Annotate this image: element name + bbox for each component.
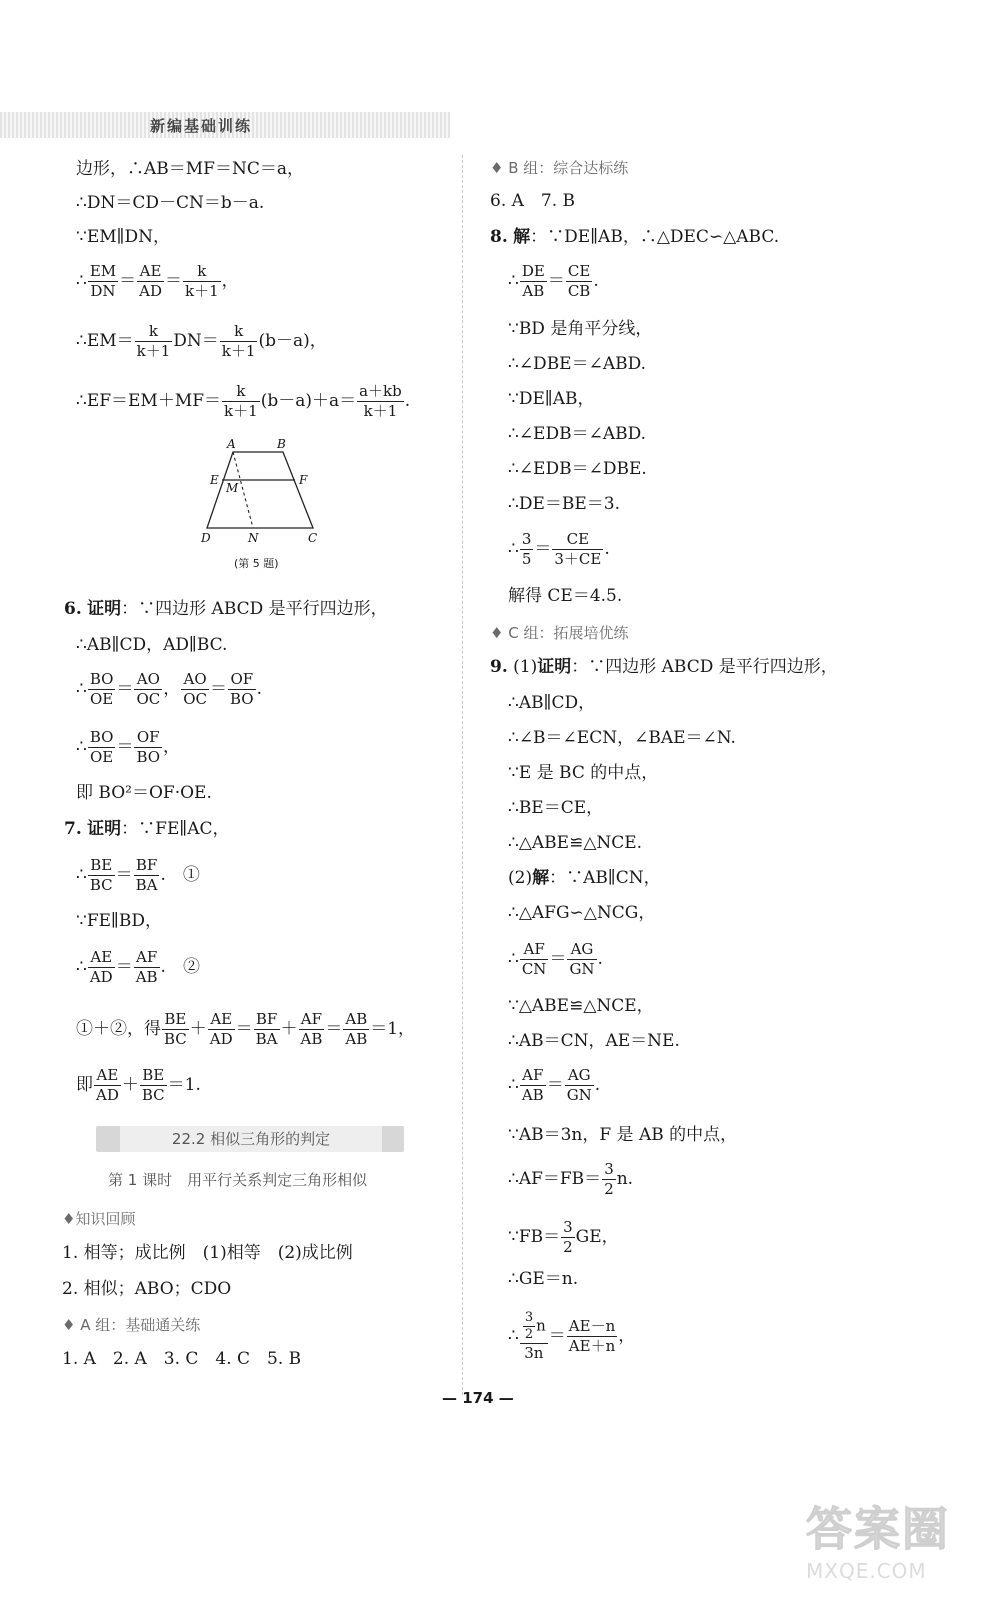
fraction: $\frac{AE}{AD}$ bbox=[139, 262, 162, 300]
fraction: $\frac{3}{2}$ bbox=[524, 1310, 534, 1342]
fraction: $\frac{3}{2}$ n 3n bbox=[520, 1310, 548, 1363]
q8-line-4: ∴∠DBE＝∠ABD. bbox=[508, 354, 647, 374]
fraction: $\frac{BO}{OE}$ bbox=[89, 728, 114, 766]
fraction: $\frac{BE}{BC}$ bbox=[164, 1010, 187, 1048]
q5-line-4: ∴ $\frac{EM}{DN}$ ＝ $\frac{AE}{AD}$ ＝ $\frac{k}{k+1}$ ， bbox=[76, 262, 239, 300]
q7-line-2: ∴ $\frac{BE}{BC}$ ＝ $\frac{BF}{BA}$ . ① bbox=[76, 856, 200, 894]
q9-line-9: ∴ $\frac{AF}{CN}$ ＝ $\frac{AG}{GN}$ . bbox=[508, 940, 603, 978]
q5-line-6: ∴EF＝EM＋MF＝ $\frac{k}{k+1}$ (b－a)＋a＝ $\frac{a+kb}{k+1}$ . bbox=[76, 382, 411, 420]
q8-line-5: ∵DE∥AB， bbox=[508, 389, 595, 409]
q6-line-5: 即 BO²＝OF·OE. bbox=[76, 783, 212, 803]
fraction: $\frac{AG}{GN}$ bbox=[566, 1066, 592, 1104]
q9-line-15: ∵FB＝ $\frac{3}{2}$ GE， bbox=[508, 1218, 619, 1256]
section-group-b: ♦ B 组：综合达标练 bbox=[490, 159, 629, 177]
figure-caption: (第 5 题) bbox=[234, 557, 279, 570]
q8-line-8: ∴DE＝BE＝3. bbox=[508, 494, 620, 514]
q9-line-12: ∴ $\frac{AF}{AB}$ ＝ $\frac{AG}{GN}$ . bbox=[508, 1066, 601, 1104]
watermark bbox=[806, 1493, 950, 1583]
q5-line-5: ∴EM＝ $\frac{k}{k+1}$ DN＝ $\frac{k}{k+1}$ (b－a)， bbox=[76, 322, 327, 360]
q9-line-14: ∴AF＝FB＝ $\frac{3}{2}$ n. bbox=[508, 1160, 634, 1198]
q8-line-10: 解得 CE＝4.5. bbox=[508, 586, 623, 606]
fraction: $\frac{AE-n}{AE+n}$ bbox=[568, 1317, 616, 1355]
q8-line-2: ∴ $\frac{DE}{AB}$ ＝ $\frac{CE}{CB}$ . bbox=[508, 262, 599, 300]
q9-line-4: ∵E 是 BC 的中点， bbox=[508, 763, 659, 783]
q9-line-16: ∴GE＝n. bbox=[508, 1269, 579, 1289]
q5-line-2: ∴DN＝CD－CN＝b－a. bbox=[76, 193, 265, 213]
column-divider bbox=[462, 155, 463, 1395]
fraction: $\frac{AF}{AB}$ bbox=[300, 1010, 323, 1048]
fraction: $\frac{OF}{BO}$ bbox=[136, 728, 161, 766]
review-answer-2: 2. 相似；ABO；CDO bbox=[62, 1279, 232, 1299]
label-m: M bbox=[226, 481, 239, 495]
q8-line-3: ∵BD 是角平分线， bbox=[508, 319, 653, 339]
fraction: $\frac{BE}{BC}$ bbox=[89, 856, 113, 894]
fraction: $\frac{3}{2}$ bbox=[563, 1218, 573, 1256]
fraction: $\frac{AB}{AB}$ bbox=[345, 1010, 368, 1048]
label-e: E bbox=[210, 473, 219, 487]
group-a-answers: 1. A 2. A 3. C 4. C 5. B bbox=[62, 1349, 302, 1369]
fraction: $\frac{k}{k+1}$ bbox=[136, 322, 171, 360]
q9-line-1: 9. (1)证明：∵四边形 ABCD 是平行四边形， bbox=[490, 657, 838, 677]
q6-line-1: 6. 证明：∵四边形 ABCD 是平行四边形， bbox=[64, 599, 388, 619]
watermark-logo: 答案圈 bbox=[806, 1502, 950, 1556]
q7-line-5: ①＋②，得 $\frac{BE}{BC}$ ＋ $\frac{AE}{AD}$ ＝ $\frac{BF}{BA}$ ＋ $\frac{AF}{AB}$ ＝ $\frac{AB}{AB}$ ＝1， bbox=[76, 1010, 416, 1048]
fraction: $\frac{AE}{AD}$ bbox=[96, 1066, 119, 1104]
fraction: $\frac{BE}{BC}$ bbox=[141, 1066, 165, 1104]
q7-line-4: ∴ $\frac{AE}{AD}$ ＝ $\frac{AF}{AB}$ . ② bbox=[76, 948, 200, 986]
q5-line-3: ∵EM∥DN， bbox=[76, 227, 170, 247]
q9-line-7: (2)解：∵AB∥CN， bbox=[508, 868, 661, 888]
q7-line-3: ∵FE∥BD， bbox=[76, 911, 162, 931]
page-number: — 174 — bbox=[442, 1389, 514, 1407]
q9-line-3: ∴∠B＝∠ECN，∠BAE＝∠N. bbox=[508, 728, 736, 748]
section-review: ♦知识回顾 bbox=[62, 1210, 136, 1228]
fraction: $\frac{3}{5}$ bbox=[521, 530, 532, 568]
q9-line-5: ∴BE＝CE， bbox=[508, 798, 604, 818]
q8-line-9: ∴ $\frac{3}{5}$ ＝ $\frac{CE}{3+CE}$ . bbox=[508, 530, 610, 568]
label-a: A bbox=[227, 437, 236, 451]
q9-line-6: ∴△ABE≌△NCE. bbox=[508, 833, 643, 853]
fraction: $\frac{BF}{BA}$ bbox=[135, 856, 158, 894]
fraction: $\frac{k}{k+1}$ bbox=[185, 262, 219, 300]
review-answer-1: 1. 相等；成比例 (1)相等 (2)成比例 bbox=[62, 1243, 353, 1263]
fraction: $\frac{k}{k+1}$ bbox=[221, 322, 256, 360]
section-group-c: ♦ C 组：拓展培优练 bbox=[490, 624, 629, 642]
fraction: $\frac{AE}{AD}$ bbox=[89, 948, 113, 986]
watermark-url: MXQE.COM bbox=[806, 1559, 927, 1583]
header-title: 新编基础训练 bbox=[150, 117, 253, 135]
section-group-a: ♦ A 组：基础通关练 bbox=[62, 1316, 201, 1334]
fraction: $\frac{AE}{AD}$ bbox=[209, 1010, 233, 1048]
q8-line-6: ∴∠EDB＝∠ABD. bbox=[508, 424, 647, 444]
q5-line-1: 边形，∴AB＝MF＝NC＝a， bbox=[76, 159, 304, 179]
q9-line-13: ∵AB＝3n，F 是 AB 的中点， bbox=[508, 1125, 738, 1145]
fraction: $\frac{CE}{3+CE}$ bbox=[554, 530, 602, 568]
q6-line-4: ∴ $\frac{BO}{OE}$ ＝ $\frac{OF}{BO}$ ， bbox=[76, 728, 181, 766]
q6-line-3: ∴ $\frac{BO}{OE}$ ＝ $\frac{AO}{OC}$ ， $\frac{AO}{OC}$ ＝ $\frac{OF}{BO}$ . bbox=[76, 670, 263, 708]
fraction: $\frac{3}{2}$ bbox=[604, 1160, 614, 1198]
q7-line-1: 7. 证明：∵FE∥AC， bbox=[64, 819, 230, 839]
label-n: N bbox=[248, 531, 259, 545]
q9-line-10: ∵△ABE≌△NCE， bbox=[508, 996, 654, 1016]
fraction: $\frac{AG}{GN}$ bbox=[569, 940, 595, 978]
q9-line-2: ∴AB∥CD， bbox=[508, 693, 596, 713]
q9-line-17: ∴ $\frac{3}{2}$ n 3n ＝ $\frac{AE-n}{AE+n}$ ， bbox=[508, 1310, 636, 1362]
q8-line-1: 8. 解：∵DE∥AB，∴△DEC∽△ABC. bbox=[490, 227, 780, 247]
fraction: $\frac{CE}{CB}$ bbox=[567, 262, 591, 300]
fraction: $\frac{AF}{AB}$ bbox=[135, 948, 158, 986]
section-banner-title: 22.2 相似三角形的判定 bbox=[120, 1126, 382, 1152]
fraction: $\frac{DE}{AB}$ bbox=[521, 262, 545, 300]
fraction: $\frac{EM}{DN}$ bbox=[89, 262, 117, 300]
fraction: $\frac{OF}{BO}$ bbox=[230, 670, 254, 708]
label-c: C bbox=[308, 531, 318, 545]
fraction: $\frac{a+kb}{k+1}$ bbox=[359, 382, 402, 420]
q9-line-8: ∴△AFG∽△NCG， bbox=[508, 903, 656, 923]
lesson-title: 第 1 课时 用平行关系判定三角形相似 bbox=[108, 1171, 368, 1189]
fraction: $\frac{k}{k+1}$ bbox=[224, 382, 258, 420]
fraction: $\frac{BO}{OE}$ bbox=[89, 670, 114, 708]
fraction: $\frac{BF}{BA}$ bbox=[255, 1010, 278, 1048]
fraction: $\frac{AO}{OC}$ bbox=[183, 670, 207, 708]
fraction: $\frac{AF}{CN}$ bbox=[521, 940, 547, 978]
group-b-answers: 6. A 7. B bbox=[490, 191, 576, 211]
q6-line-2: ∴AB∥CD，AD∥BC. bbox=[76, 635, 228, 655]
label-b: B bbox=[277, 437, 286, 451]
fraction: $\frac{AO}{OC}$ bbox=[136, 670, 161, 708]
q9-line-11: ∴AB＝CN，AE＝NE. bbox=[508, 1031, 680, 1051]
q7-line-6: 即 $\frac{AE}{AD}$ ＋ $\frac{BE}{BC}$ ＝1. bbox=[76, 1066, 201, 1104]
label-f: F bbox=[299, 473, 308, 487]
q8-line-7: ∴∠EDB＝∠DBE. bbox=[508, 459, 647, 479]
trapezoid-figure bbox=[195, 432, 325, 556]
fraction: $\frac{AF}{AB}$ bbox=[521, 1066, 544, 1104]
label-d: D bbox=[201, 531, 211, 545]
